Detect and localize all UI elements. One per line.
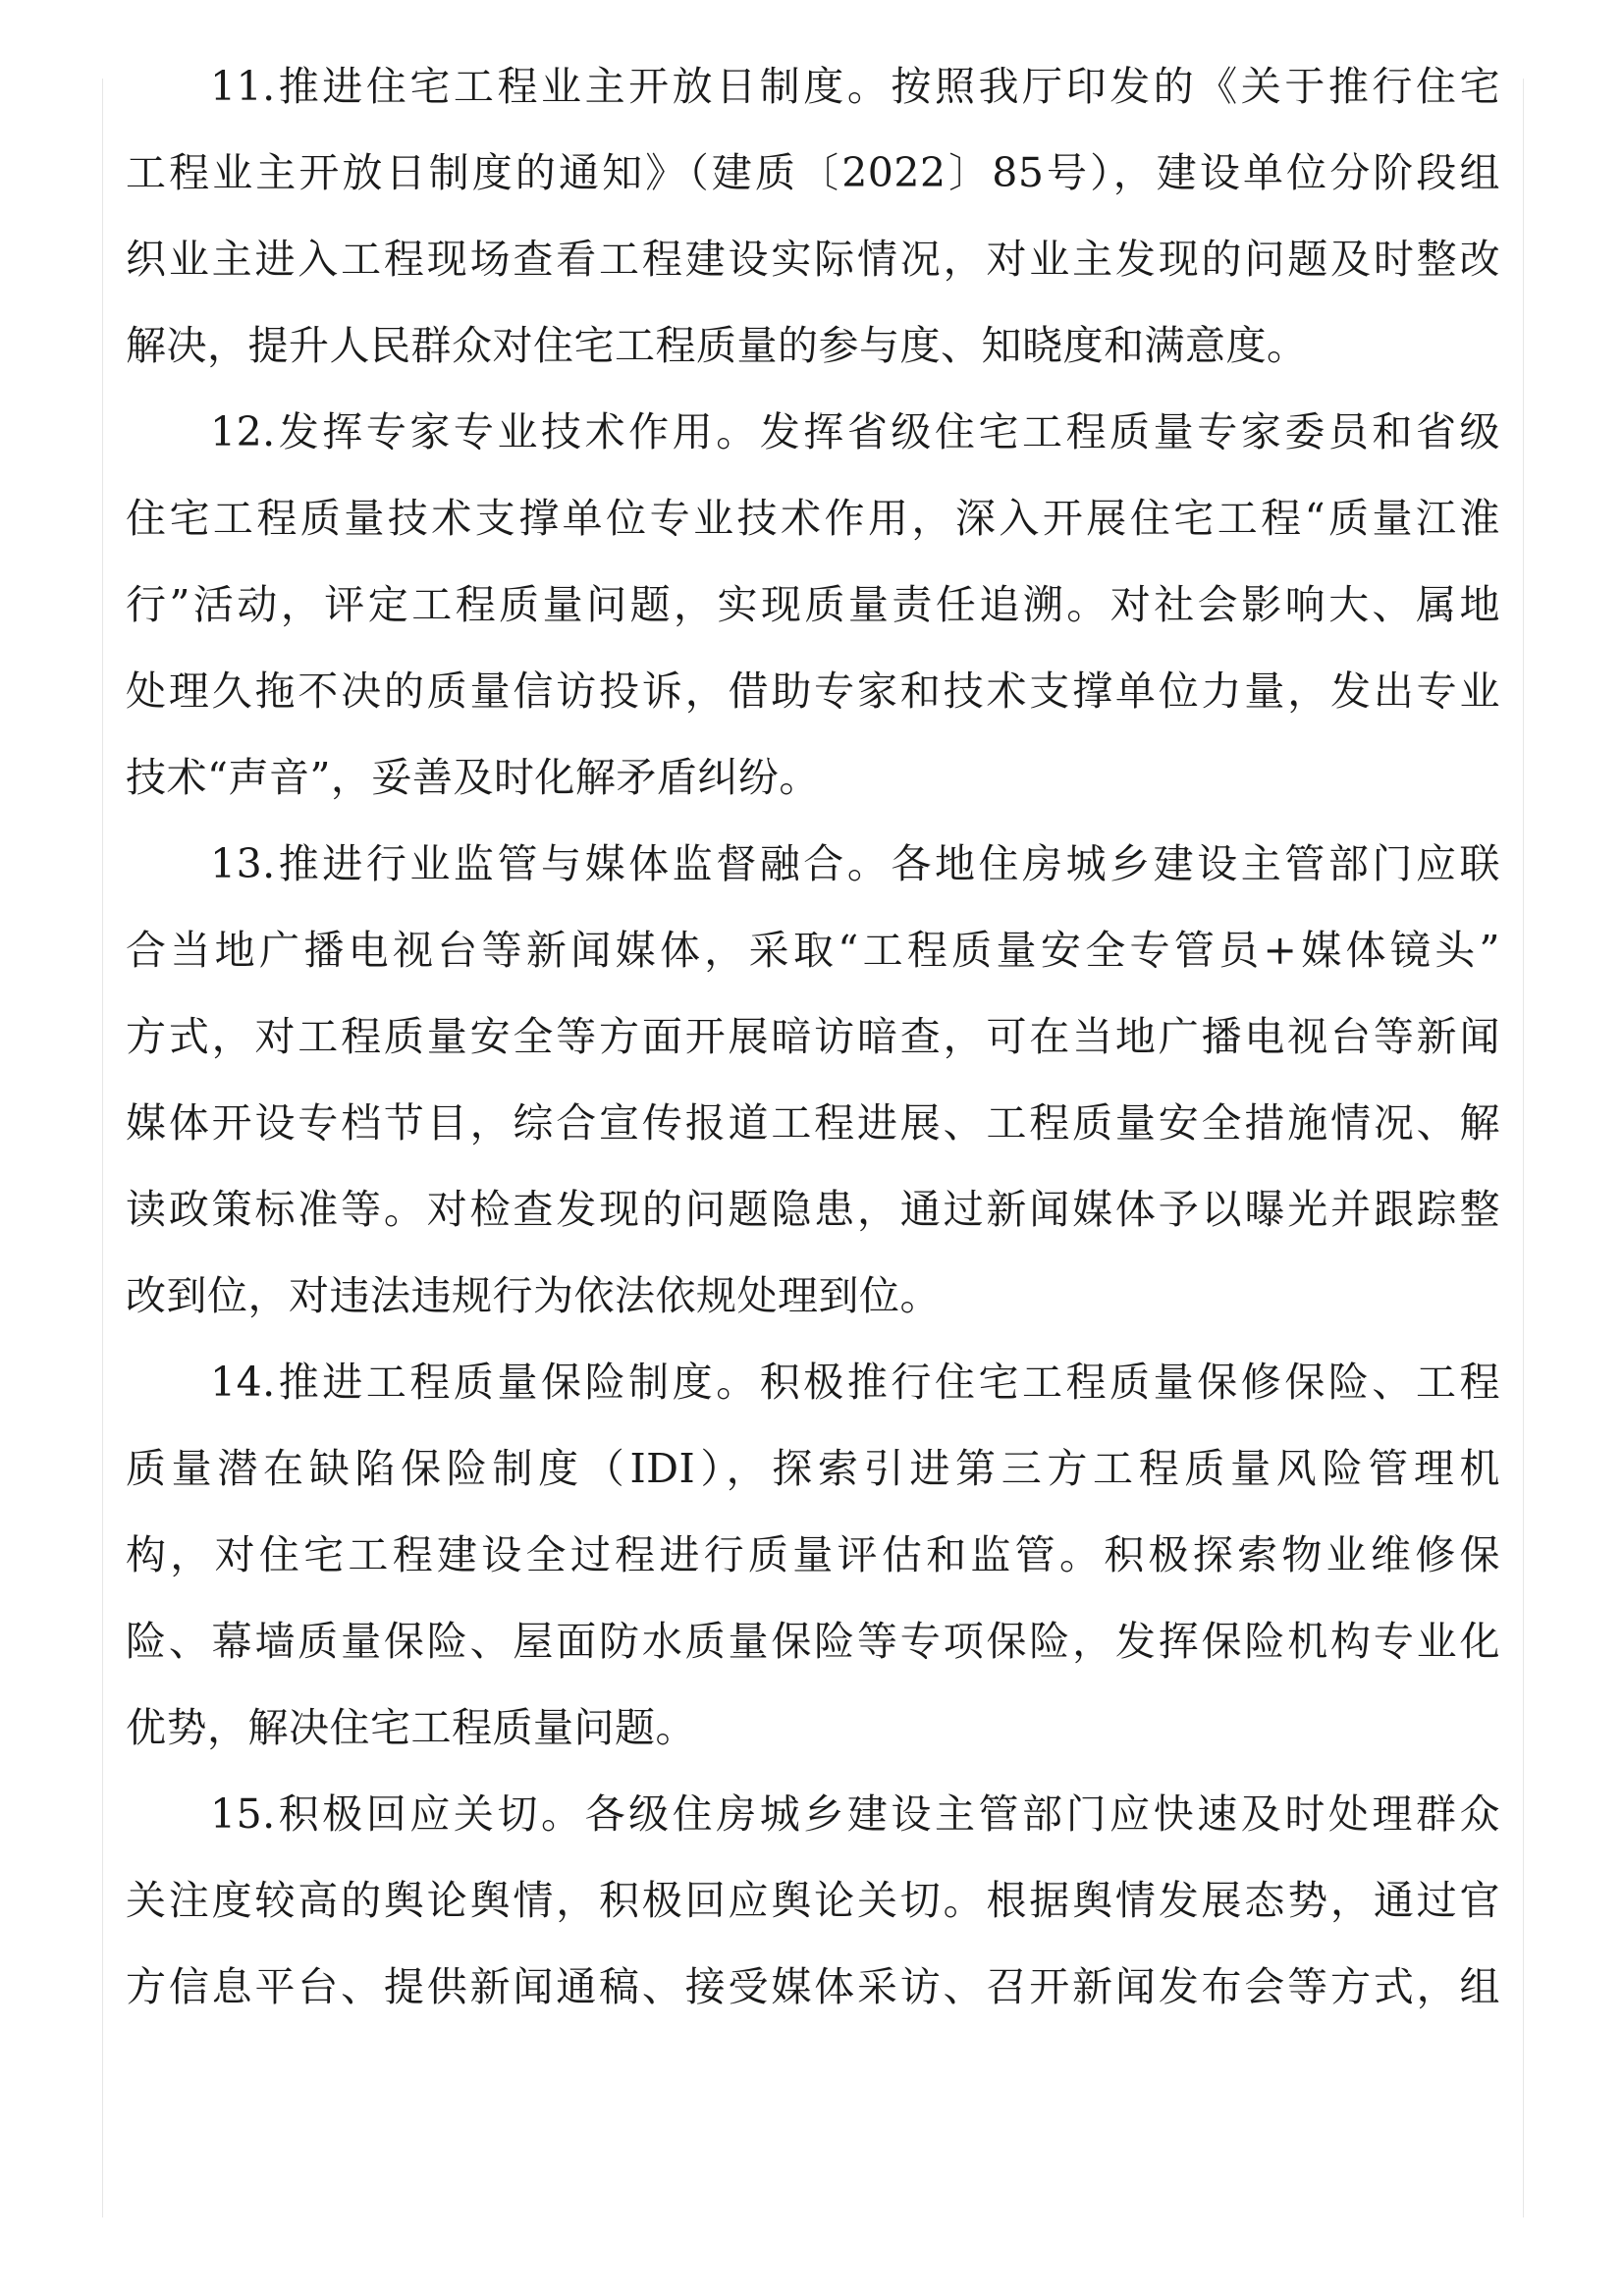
document-body xyxy=(126,43,1500,2030)
paragraph-item-14 xyxy=(126,1339,1500,1771)
paragraph-item-12 xyxy=(126,389,1500,821)
text-line: 关注度较高的舆论舆情，积极回应舆论关切。根据舆情发展态势，通过官 xyxy=(126,1877,1500,1924)
text-line: 12.发挥专家专业技术作用。发挥省级住宅工程质量专家委员和省级 xyxy=(210,408,1500,455)
text-line: 织业主进入工程现场查看工程建设实际情况，对业主发现的问题及时整改 xyxy=(126,236,1500,283)
text-line: 行”活动，评定工程质量问题，实现质量责任追溯。对社会影响大、属地 xyxy=(126,581,1500,628)
text-line: 11.推进住宅工程业主开放日制度。按照我厅印发的《关于推行住宅 xyxy=(210,63,1500,110)
text-line: 改到位，对违法违规行为依法依规处理到位。 xyxy=(126,1272,941,1319)
text-line: 构，对住宅工程建设全过程进行质量评估和监管。积极探索物业维修保 xyxy=(126,1531,1500,1578)
text-line: 13.推进行业监管与媒体监督融合。各地住房城乡建设主管部门应联 xyxy=(210,840,1500,887)
text-line: 方信息平台、提供新闻通稿、接受媒体采访、召开新闻发布会等方式，组 xyxy=(126,1963,1500,2010)
text-line: 工程业主开放日制度的通知》（建质〔2022〕85号），建设单位分阶段组 xyxy=(126,149,1500,196)
text-line: 15.积极回应关切。各级住房城乡建设主管部门应快速及时处理群众 xyxy=(210,1790,1500,1838)
text-line: 住宅工程质量技术支撑单位专业技术作用，深入开展住宅工程“质量江淮 xyxy=(126,495,1500,542)
text-line: 质量潜在缺陷保险制度（IDI），探索引进第三方工程质量风险管理机 xyxy=(126,1445,1500,1492)
page-right-edge xyxy=(1523,79,1524,2217)
text-line: 合当地广播电视台等新闻媒体，采取“工程质量安全专管员+媒体镜头” xyxy=(126,927,1500,974)
page-left-edge xyxy=(102,79,103,2217)
text-line: 技术“声音”，妥善及时化解矛盾纠纷。 xyxy=(126,754,820,801)
text-line: 解决，提升人民群众对住宅工程质量的参与度、知晓度和满意度。 xyxy=(126,322,1308,369)
text-line: 处理久拖不决的质量信访投诉，借助专家和技术支撑单位力量，发出专业 xyxy=(126,667,1500,715)
paragraph-item-15 xyxy=(126,1771,1500,2030)
text-line: 方式，对工程质量安全等方面开展暗访暗查，可在当地广播电视台等新闻 xyxy=(126,1013,1500,1060)
text-line: 优势，解决住宅工程质量问题。 xyxy=(126,1704,696,1751)
paragraph-item-11 xyxy=(126,43,1500,389)
text-line: 险、幕墙质量保险、屋面防水质量保险等专项保险，发挥保险机构专业化 xyxy=(126,1618,1500,1665)
text-line: 14.推进工程质量保险制度。积极推行住宅工程质量保修保险、工程 xyxy=(210,1359,1500,1406)
text-line: 读政策标准等。对检查发现的问题隐患，通过新闻媒体予以曝光并跟踪整 xyxy=(126,1186,1500,1233)
paragraph-item-13 xyxy=(126,821,1500,1339)
text-line: 媒体开设专档节目，综合宣传报道工程进展、工程质量安全措施情况、解 xyxy=(126,1099,1500,1147)
